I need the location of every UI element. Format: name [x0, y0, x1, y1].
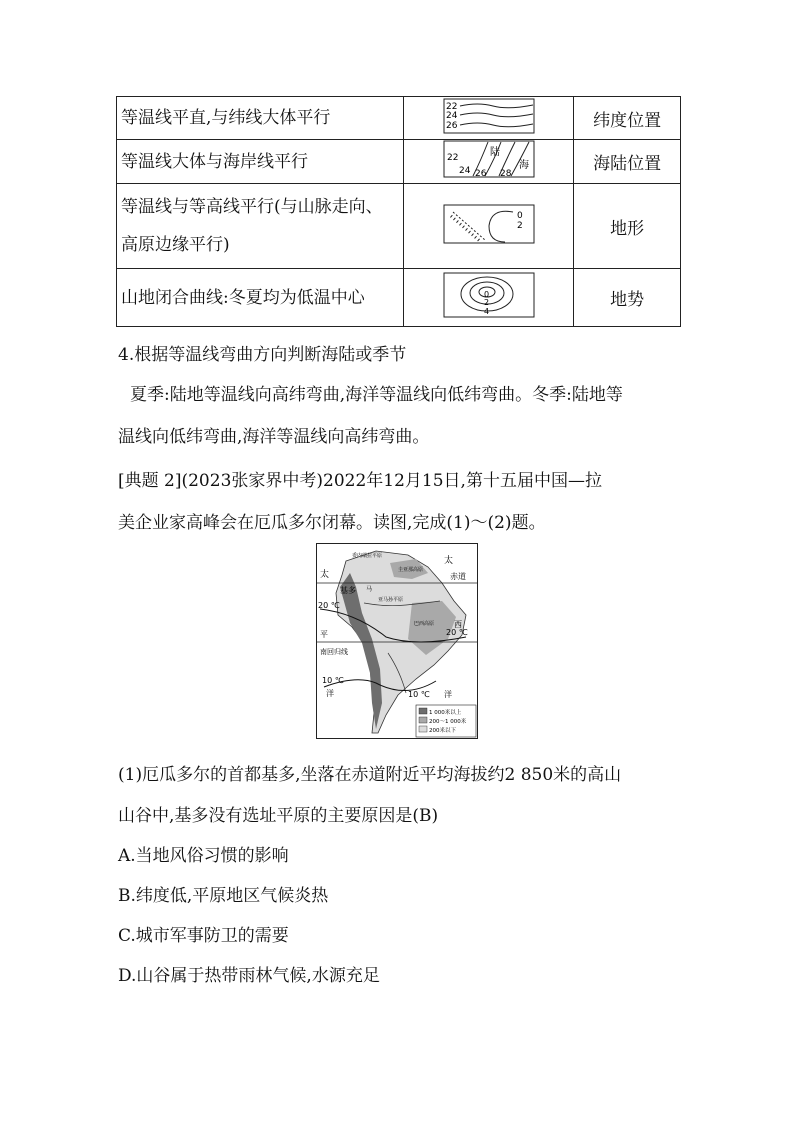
mountain-diagram	[404, 269, 574, 327]
table-row	[117, 97, 681, 140]
row-desc-line1: 等温线与等高线平行(与山脉走向、	[121, 197, 383, 217]
svg-text:陆: 陆	[489, 147, 500, 158]
row-factor: 地势	[574, 269, 681, 327]
svg-text:圭亚那高原: 圭亚那高原	[398, 567, 424, 573]
svg-text:太: 太	[320, 570, 330, 580]
row-factor: 海陆位置	[574, 140, 681, 184]
row-desc: 等温线平直,与纬线大体平行	[117, 97, 404, 140]
example-line2: 美企业家高峰会在厄瓜多尔闭幕。读图,完成(1)～(2)题。	[118, 513, 546, 533]
svg-text:26: 26	[474, 169, 487, 178]
table-row	[117, 269, 681, 327]
svg-text:平: 平	[320, 630, 328, 639]
row-factor: 地形	[574, 184, 681, 269]
row-desc-line2: 高原边缘平行)	[121, 235, 230, 255]
svg-text:赤道: 赤道	[450, 572, 466, 581]
svg-text:2: 2	[516, 220, 523, 231]
svg-text:24: 24	[445, 110, 458, 121]
option-d: D.山谷属于热带雨林气候,水源充足	[118, 966, 380, 986]
svg-text:20 ℃: 20 ℃	[446, 628, 468, 637]
svg-text:2: 2	[483, 298, 489, 307]
svg-text:洋: 洋	[444, 690, 452, 699]
legend-swatch-low	[419, 726, 427, 732]
row-desc: 山地闭合曲线:冬夏均为低温中心	[117, 269, 404, 327]
svg-text:200～1 000米: 200～1 000米	[429, 719, 467, 725]
svg-text:10 ℃: 10 ℃	[408, 690, 430, 699]
svg-text:22: 22	[445, 101, 458, 112]
svg-text:委内瑞拉平原: 委内瑞拉平原	[352, 553, 383, 559]
svg-text:22: 22	[446, 153, 459, 163]
question-stem-line1: (1)厄瓜多尔的首都基多,坐落在赤道附近平均海拔约2 850米的高山	[118, 765, 622, 785]
legend-swatch-mid	[419, 717, 427, 723]
table-row	[117, 140, 681, 184]
legend-swatch-high	[419, 708, 427, 714]
svg-text:20 ℃: 20 ℃	[318, 601, 340, 610]
land-sea-diagram	[404, 140, 574, 184]
table-row	[117, 184, 681, 269]
terrain-diagram	[404, 184, 574, 269]
svg-text:西: 西	[454, 620, 462, 629]
svg-text:0: 0	[516, 210, 523, 221]
svg-text:10 ℃: 10 ℃	[322, 676, 344, 685]
svg-text:南回归线: 南回归线	[320, 648, 348, 656]
svg-text:0: 0	[483, 290, 489, 299]
svg-text:海: 海	[518, 160, 529, 171]
svg-text:26: 26	[445, 120, 458, 131]
svg-text:巴西高原: 巴西高原	[414, 621, 435, 627]
svg-text:28: 28	[499, 169, 512, 178]
latitude-diagram	[404, 97, 574, 140]
svg-text:亚马孙平原: 亚马孙平原	[378, 597, 404, 603]
svg-text:200米以下: 200米以下	[429, 728, 456, 734]
isotherm-table	[116, 96, 681, 327]
section-heading: 4.根据等温线弯曲方向判断海陆或季节	[118, 345, 407, 365]
svg-text:24: 24	[458, 166, 471, 176]
example-line1: [典题 2](2023张家界中考)2022年12月15日,第十五届中国—拉	[118, 471, 602, 491]
svg-text:洋: 洋	[326, 689, 334, 698]
section-body-line1: 夏季:陆地等温线向高纬弯曲,海洋等温线向低纬弯曲。冬季:陆地等	[130, 385, 623, 405]
option-c: C.城市军事防卫的需要	[118, 926, 289, 946]
option-a: A.当地风俗习惯的影响	[118, 846, 289, 866]
section-body-line2: 温线向低纬弯曲,海洋等温线向高纬弯曲。	[118, 427, 430, 447]
row-factor: 纬度位置	[574, 97, 681, 140]
option-b: B.纬度低,平原地区气候炎热	[118, 886, 329, 906]
svg-text:1 000米以上: 1 000米以上	[429, 710, 462, 716]
question-stem-line2: 山谷中,基多没有选址平原的主要原因是(B)	[118, 806, 439, 826]
south-america-map	[316, 543, 478, 743]
row-desc: 等温线大体与海岸线平行	[117, 140, 404, 184]
svg-text:4: 4	[483, 307, 489, 316]
row-desc	[117, 184, 404, 269]
svg-text:基多: 基多	[340, 586, 356, 595]
svg-text:太: 太	[444, 556, 454, 566]
svg-text:马: 马	[366, 586, 373, 593]
